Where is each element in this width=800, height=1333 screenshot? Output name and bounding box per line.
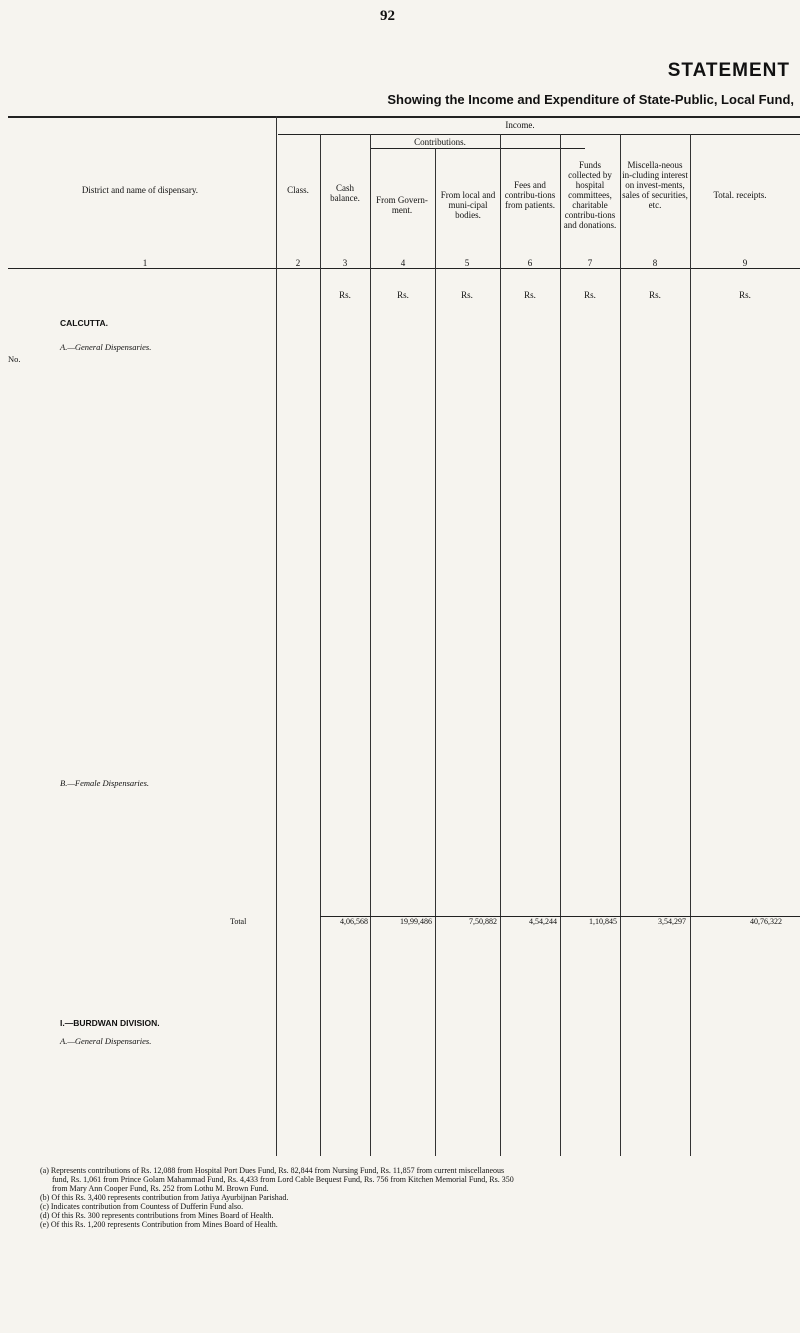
local-header: From local and muni-cipal bodies. — [440, 190, 496, 220]
misc-header: Miscella-neous in-cluding interest on invest-ments, sales of securities, etc. — [622, 160, 688, 210]
total-header: Total. receipts. — [713, 190, 767, 200]
rs-unit-8: Rs. — [649, 290, 661, 300]
rs-unit-7: Rs. — [584, 290, 596, 300]
col-num-6: 6 — [527, 258, 533, 268]
footnote-a-2: fund, Rs. 1,061 from Prince Golam Mahammad Fund, Rs. 4,433 from Lord Cable Bequest Fund, Rs. 756 from Kitchen Memorial Fund, Rs. 350 — [52, 1175, 514, 1184]
burdwan-general-heading: A.—General Dispensaries. — [60, 1036, 152, 1046]
govt-header: From Govern-ment. — [376, 195, 428, 215]
rs-unit-4: Rs. — [397, 290, 409, 300]
total-local: 7,50,882 — [469, 917, 497, 926]
col-num-7: 7 — [587, 258, 593, 268]
rs-unit-6: Rs. — [524, 290, 536, 300]
footnote-e: (e) Of this Rs. 1,200 represents Contribution from Mines Board of Health. — [40, 1220, 278, 1229]
burdwan-title: I.—BURDWAN DIVISION. — [60, 1018, 160, 1028]
statement-heading: STATEMENT — [667, 60, 790, 81]
col-num-1: 1 — [142, 258, 148, 268]
income-rule — [278, 134, 800, 135]
total-fees: 4,54,244 — [529, 917, 557, 926]
calcutta-title: CALCUTTA. — [60, 318, 108, 328]
cash-header: Cash balance. — [330, 183, 360, 203]
col-num-4: 4 — [400, 258, 406, 268]
income-header: Income. — [505, 120, 535, 130]
col-num-9: 9 — [742, 258, 748, 268]
number-label: No. — [8, 354, 21, 364]
funds-header: Funds collected by hospital committees, charitable contribu-tions and donations. — [563, 160, 617, 230]
contributions-header: Contributions. — [414, 137, 466, 147]
rule-v4 — [435, 148, 436, 1156]
total-receipts: 40,76,322 — [750, 917, 782, 926]
col-num-5: 5 — [464, 258, 470, 268]
rule-v3 — [370, 134, 371, 1156]
rule-v1 — [276, 116, 277, 1156]
rule-v7 — [620, 134, 621, 1156]
class-header: Class. — [287, 185, 309, 195]
total-funds: 1,10,845 — [589, 917, 617, 926]
rule-v5 — [500, 134, 501, 1156]
footnote-d: (d) Of this Rs. 300 represents contributions from Mines Board of Health. — [40, 1211, 274, 1220]
rule-v2 — [320, 134, 321, 1156]
total-misc: 3,54,297 — [658, 917, 686, 926]
total-cash: 4,06,568 — [340, 917, 368, 926]
footnote-a-3: from Mary Ann Cooper Fund, Rs. 252 from Lothu M. Brown Fund. — [52, 1184, 269, 1193]
calcutta-female-heading: B.—Female Dispensaries. — [60, 778, 150, 788]
district-header: District and name of dispensary. — [81, 185, 199, 195]
rs-unit-5: Rs. — [461, 290, 473, 300]
rs-unit-3: Rs. — [339, 290, 351, 300]
footnote-b: (b) Of this Rs. 3,400 represents contribution from Jatiya Ayurbijnan Parishad. — [40, 1193, 289, 1202]
col-num-8: 8 — [652, 258, 658, 268]
table-top-rule — [8, 116, 800, 118]
col-num-2: 2 — [295, 258, 301, 268]
rs-unit-9: Rs. — [739, 290, 751, 300]
fees-header: Fees and contribu-tions from patients. — [504, 180, 556, 210]
footnote-a-1: (a) Represents contributions of Rs. 12,088 from Hospital Port Dues Fund, Rs. 82,844 from Nursing Fund, Rs. 11,857 from current miscellaneous — [40, 1166, 505, 1175]
page-number: 92 — [380, 8, 395, 24]
calcutta-general-heading: A.—General Dispensaries. — [60, 342, 152, 352]
header-bottom-rule — [8, 268, 800, 269]
total-label: Total — [230, 917, 247, 926]
contrib-rule — [370, 148, 585, 149]
rule-v6 — [560, 134, 561, 1156]
col-num-3: 3 — [342, 258, 348, 268]
total-govt: 19,99,486 — [400, 917, 432, 926]
rule-v8 — [690, 134, 691, 1156]
footnote-c: (c) Indicates contribution from Countess of Dufferin Fund also. — [40, 1202, 244, 1211]
statement-subheading: Showing the Income and Expenditure of State-Public, Local Fund, — [387, 92, 794, 107]
